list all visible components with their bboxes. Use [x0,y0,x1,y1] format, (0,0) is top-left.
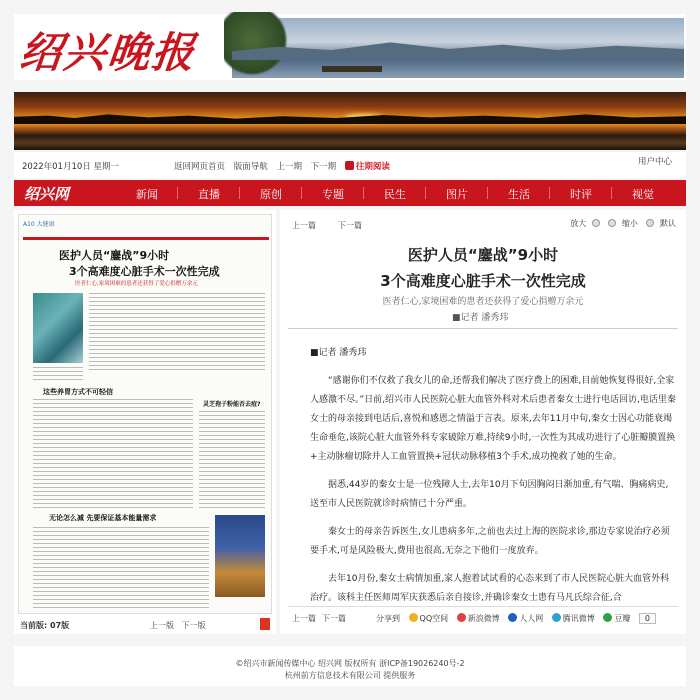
zoom-in-icon [592,219,600,227]
paper-section-1[interactable]: 这些养胃方式不可轻信 [43,388,113,396]
paper-section-2[interactable]: 灵芝孢子粉能否去痘? [203,401,261,408]
share-label: 分享到 [376,614,400,623]
surgery-photo [33,293,83,363]
date-toolbar [14,152,686,178]
logo[interactable]: 绍兴晚报 [17,28,199,77]
newspaper-page-panel [14,210,276,634]
article-reporter: ■记者 潘秀玮 [452,313,509,323]
prev-article-link[interactable]: 上一篇 [292,221,316,230]
next-article-link[interactable]: 下一篇 [338,221,362,230]
paper-headline-2[interactable]: 3个高难度心脏手术一次性完成 [69,265,220,278]
zoom-controls [564,218,676,229]
body-paragraph-4: 去年10月份,秦女士病情加重,家人抱着试试看的心态来到了市人民医院心脏大血管外科治疗。该科主任医师周军庆获悉后亲自接诊,并确诊秦女士患有马凡氏综合征,合 [310,574,670,603]
nav-item-life[interactable]: 生活 [508,188,530,201]
archive-link[interactable] [345,162,396,172]
article-panel [280,210,686,634]
body-paragraph-2: 据悉,44岁的秦女士是一位残障人士,去年10月下旬因胸闷日渐加重,有气喘、胸痛病史,送至市人民医院就诊时病情已十分严重。 [310,480,669,509]
zoom-out-icon [608,219,616,227]
zoom-default-icon [646,219,654,227]
share-count: 0 [639,613,656,624]
zoom-in-button[interactable]: 放大 [567,219,600,228]
newspaper-page-thumbnail[interactable] [18,214,272,614]
home-link[interactable]: 返回网页首页 [174,162,226,172]
weibo-icon [457,613,466,622]
body-byline: ■记者 潘秀玮 [310,348,367,358]
zoom-out-button[interactable]: 缩小 [605,219,638,228]
share-douban[interactable]: 豆瓣 [603,614,630,623]
user-center-link[interactable]: 用户中心 [637,157,672,167]
article-body [310,344,676,603]
issue-date: 2022年01月10日 星期一 [22,162,119,172]
body-paragraph-1: “感谢你们不仅救了我女儿的命,还帮我们解决了医疗费上的困难,目前她恢复得很好,全家人感激不尽。”日前,绍兴市人民医院心脏大血管外科对术后患者秦女士进行电话回访,电话里秦女士的母亲接到电话后,喜悦和感恩之情溢于言表。原来,去年11月中旬,秦女士因心功能衰竭生命垂危,该院心脏大血管外科专家破除万难,持续9小时,一次性为其成功进行了心脏瓣膜置换+主动脉瘤切除并人工血管置换+冠状动脉移植3个手术,成功挽救了她的生命。 [310,376,676,462]
share-renren[interactable]: 人人网 [508,614,543,623]
prev-page-link[interactable]: 上一版 [150,621,174,630]
main-nav [14,180,686,206]
divider [288,328,678,329]
header-landscape-image [232,18,684,78]
page-section-label: A10 大健康 [23,221,55,228]
edition-label: 当前版: [20,621,48,630]
article-title-line-1: 医护人员“鏖战”9小时 [407,246,559,264]
footer-copyright: ©绍兴市新闻传媒中心 绍兴网 版权所有 浙ICP备19026240号-2 [235,659,465,668]
article-toolbar [288,218,678,232]
bottom-next-article-link[interactable]: 下一篇 [322,614,346,623]
nav-item-livelihood[interactable]: 民生 [384,188,406,201]
paper-section-3[interactable]: 无论怎么减 先要保证基本能量需求 [49,514,157,522]
nav-item-original[interactable]: 原创 [260,188,282,201]
body-paragraph-3: 秦女士的母亲告诉医生,女儿患病多年,之前也去过上海的医院求诊,那边专家说治疗必须要手术,可是风险极大,费用也很高,无奈之下他们一度放弃。 [310,527,670,556]
nav-item-commentary[interactable]: 时评 [570,188,592,201]
bottom-prev-article-link[interactable]: 上一篇 [292,614,316,623]
layout-nav-link[interactable]: 版面导航 [233,162,268,172]
nav-item-pictures[interactable]: 图片 [446,188,468,201]
prev-issue-link[interactable]: 上一期 [276,162,302,172]
next-page-link[interactable]: 下一版 [181,621,206,630]
nav-item-topics[interactable]: 专题 [322,188,344,201]
share-tencent-weibo[interactable]: 腾讯微博 [552,614,595,623]
paper-headline-1[interactable]: 医护人员“鏖战”9小时 [59,249,170,262]
masthead [14,14,686,80]
tencent-weibo-icon [552,613,561,622]
advert-image [215,515,265,597]
edition-number: 07版 [50,621,70,630]
edition-footer [20,620,270,632]
zoom-default-button[interactable]: 默认 [643,219,676,228]
next-issue-link[interactable]: 下一期 [310,162,337,172]
nav-item-visual[interactable]: 视觉 [632,188,654,201]
pdf-icon[interactable] [260,618,270,630]
share-weibo[interactable]: 新浪微博 [457,614,500,623]
article-bottom-bar [288,606,678,626]
nav-item-news[interactable]: 新闻 [136,188,158,201]
paper-subheadline: 医者仁心,家境困难的患者还获得了爱心捐赠万余元 [75,281,198,287]
share-qzone[interactable]: QQ空间 [409,614,449,623]
article-subtitle: 医者仁心,家境困难的患者还获得了爱心捐赠万余元 [382,297,584,307]
renren-icon [508,613,517,622]
issue-links [174,160,402,172]
nav-item-live[interactable]: 直播 [198,188,220,201]
article-title-line-2: 3个高难度心脏手术一次性完成 [380,272,586,290]
nav-brand[interactable]: 绍兴网 [24,185,70,203]
site-footer [14,646,686,686]
qzone-icon [409,613,418,622]
sunset-banner-image [14,92,686,150]
archive-icon [345,161,354,170]
archive-label: 往期阅读 [355,162,390,172]
footer-provider: 杭州前方信息技术有限公司 提供服务 [284,671,416,680]
share-bar [376,613,656,624]
douban-icon [603,613,612,622]
